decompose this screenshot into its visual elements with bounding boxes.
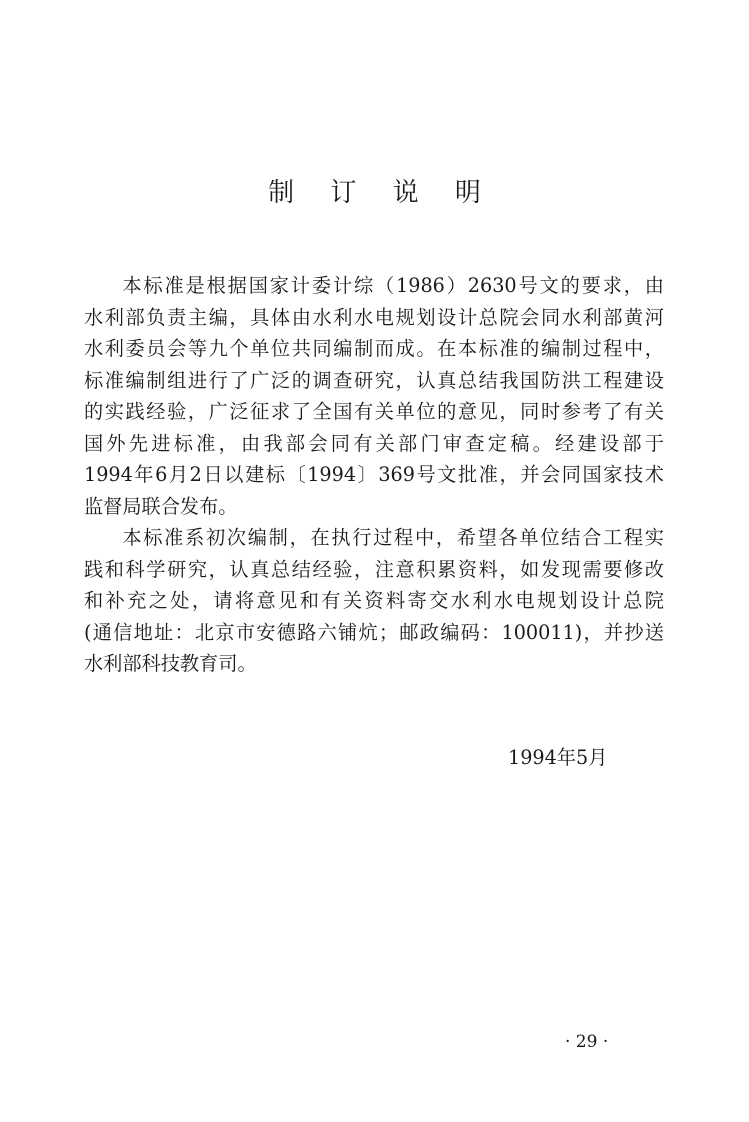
- text-line: 和补充之处，请将意见和有关资料寄交水利水电规划设计总院: [84, 589, 664, 612]
- document-date: 1994年5月: [508, 746, 608, 769]
- text-line: 水利委员会等九个单位共同编制而成。在本标准的编制过程中，: [84, 337, 664, 360]
- text-line: 本标准系初次编制，在执行过程中，希望各单位结合工程实: [122, 526, 664, 549]
- text-line: 标准编制组进行了广泛的调查研究，认真总结我国防洪工程建设: [84, 368, 664, 392]
- text-line: 国外先进标准，由我部会同有关部门审查定稿。经建设部于: [84, 431, 664, 455]
- page-title: 制 订 说 明: [268, 178, 495, 208]
- text-line: 1994年6月2日以建标〔1994〕369号文批准，并会同国家技术: [84, 463, 664, 486]
- page-number: · 29 ·: [565, 1032, 609, 1052]
- text-line: 水利部科技教育司。: [84, 652, 257, 675]
- paragraph-2: [84, 522, 664, 680]
- paragraph-1: [84, 270, 664, 522]
- text-line: 监督局联合发布。: [84, 494, 238, 518]
- text-line: 的实践经验，广泛征求了全国有关单位的意见，同时参考了有关: [84, 400, 664, 423]
- text-line: 本标准是根据国家计委计综（1986）2630号文的要求，由: [122, 274, 664, 297]
- body-text: [84, 270, 664, 680]
- text-line: (通信地址：北京市安德路六铺炕；邮政编码：100011)，并抄送: [84, 620, 664, 644]
- text-line: 水利部负责主编，具体由水利水电规划设计总院会同水利部黄河: [84, 305, 664, 329]
- text-line: 践和科学研究，认真总结经验，注意积累资料，如发现需要修改: [84, 557, 664, 581]
